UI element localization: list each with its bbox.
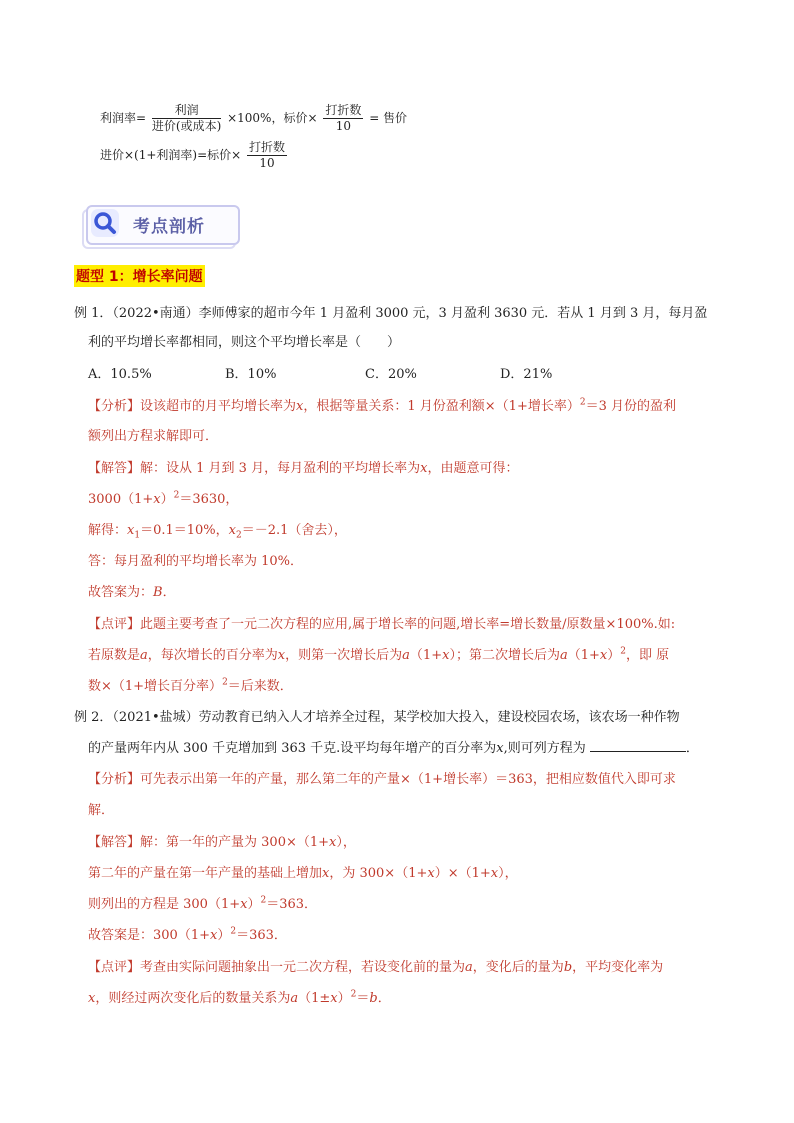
fraction-discount: $\frac{\text{打折数}}{10}$ <box>325 103 362 133</box>
ex1-analysis-line2: 额列出方程求解即可． <box>88 429 219 444</box>
ex2-analysis-line2: 解． <box>88 803 115 818</box>
ex2-question-line2: 的产量两年内从 300 千克增加到 363 千克.设平均每年增产的百分率为x,则可列方程为 ． <box>88 741 699 756</box>
ex1-question-line1: 例 1．（2022•南通）李师傅家的超市今年 1 月盈利 3000 元，3 月盈利 3630 元．若从 1 月到 3 月，每月盈 <box>74 306 708 321</box>
fraction-discount-2: $\frac{\text{打折数}}{10}$ <box>249 140 286 170</box>
answer-blank <box>590 739 686 752</box>
ex1-answer-line1: 【解答】解：设从 1 月到 3 月，每月盈利的平均增长率为x，由题意可得： <box>88 461 519 476</box>
ex1-solution: 解得：$x_1=0.1=10\%$，$x_2=-2.1$（舍去）， <box>88 523 347 541</box>
ex1-equation: $3000(1+x)^2=3630$， <box>88 490 239 507</box>
ex1-option-d: D．21% <box>500 367 553 382</box>
ex2-final-answer: 故答案是：$300(1+x)^2=363$． <box>88 926 287 943</box>
magnifier-icon <box>90 208 120 238</box>
ex1-answer-statement: 答：每月盈利的平均增长率为 10%． <box>88 554 304 569</box>
ex1-review-line3: 数×（1+增长百分率）$^2$＝后来数． <box>88 677 293 694</box>
ex1-final-answer: 故答案为：B． <box>88 585 176 600</box>
ex1-option-c: C．20% <box>365 367 417 382</box>
ex1-review-line1: 【点评】此题主要考查了一元二次方程的应用,属于增长率的问题,增长率=增长数量/原数量×100%.如: <box>88 617 676 632</box>
ex2-answer-line2: 第二年的产量在第一年产量的基础上增加x，为 300×（1+x）×（1+x）， <box>88 866 518 881</box>
ex2-analysis-line1: 【分析】可先表示出第一年的产量，那么第二年的产量×（1+增长率）＝363，把相应数值代入即可求 <box>88 772 676 787</box>
ex2-answer-line1: 【解答】解：第一年的产量为 300×（1+x）， <box>88 835 356 850</box>
ex2-review-line2: x，则经过两次变化后的数量关系为$a(1\pm x)^2=b$． <box>88 989 391 1006</box>
ex1-analysis-line1: 【分析】设该超市的月平均增长率为x，根据等量关系：1 月份盈利额×（1+增长率）$^2$＝3 月份的盈利 <box>88 397 676 414</box>
ex2-answer-line3: 则列出的方程是 $300(1+x)^2=363$． <box>88 895 318 912</box>
ex1-review-line2: 若原数是a，每次增长的百分率为x，则第一次增长后为a（1+x）；第二次增长后为$a(1+x)^2$，即 原 <box>88 646 670 663</box>
ex1-option-b: B．10% <box>225 367 277 382</box>
cost-price-formula: 进价×(1+利润率)=标价× $\frac{\text{打折数}}{10}$ <box>100 140 286 170</box>
question-type-tag: 题型 1：增长率问题 <box>74 265 205 287</box>
section-header-badge <box>78 199 240 245</box>
ex1-question-line2: 利的平均增长率都相同，则这个平均增长率是（ ） <box>88 335 401 350</box>
section-title: 考点剖析 <box>133 217 205 237</box>
ex2-review-line1: 【点评】考查由实际问题抽象出一元二次方程，若设变化前的量为a，变化后的量为b，平均变化率为 <box>88 960 664 975</box>
fraction-profit-over-cost: $\frac{\text{利润}}{\text{进价(或成本)}}$ <box>151 103 222 133</box>
profit-rate-formula: 利润率= $\frac{\text{利润}}{\text{进价(或成本)}}$ ×100%，标价× $\frac{\text{打折数}}{10}$ = 售价 <box>100 103 408 133</box>
ex1-option-a: A．10.5% <box>88 367 152 382</box>
ex2-question-line1: 例 2．（2021•盐城）劳动教育已纳入人才培养全过程，某学校加大投入，建设校园农场，该农场一种作物 <box>74 710 680 725</box>
